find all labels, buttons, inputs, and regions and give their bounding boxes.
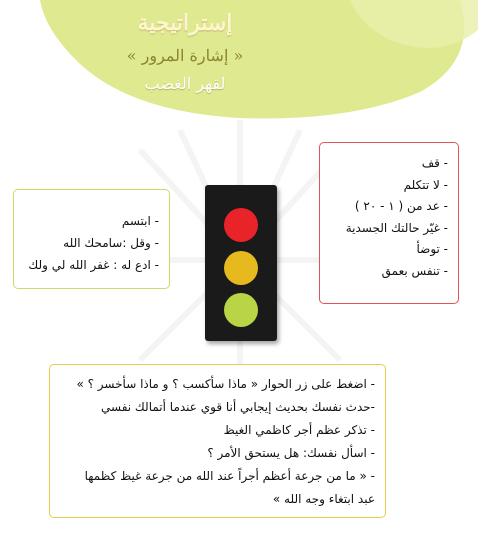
green-lamp-icon bbox=[224, 293, 258, 327]
list-item: -حدث نفسك بحديث إيجابي أنا قوي عندما أتمالك نفسي bbox=[101, 400, 375, 414]
list-item: - اسأل نفسك: هل يستحق الأمر ؟ bbox=[207, 446, 375, 460]
list-item: - قف bbox=[421, 156, 448, 170]
page-subtitle: « إشارة المرور » bbox=[126, 46, 244, 65]
page-tagline: لقهر الغضب bbox=[144, 74, 226, 93]
yellow-light-box bbox=[49, 364, 386, 518]
list-item: - اضغط على زر الحوار « ماذا سأكسب ؟ و ماذا سأخسر ؟ » bbox=[76, 377, 375, 391]
list-item: - تنفس بعمق bbox=[381, 263, 448, 278]
list-item: - تذكر عظم أجر كاظمي الغيظ bbox=[223, 423, 375, 437]
title-block bbox=[60, 8, 310, 96]
list-item: - ادع له : غفر الله لي ولك bbox=[28, 258, 159, 272]
green-light-box bbox=[13, 189, 170, 289]
list-item: - « ما من جرعة أعظم أجراً عند الله من جرعة غيظ كظمها bbox=[84, 469, 375, 483]
list-item: - وقل :سامحك الله bbox=[63, 236, 159, 250]
page-title: إستراتيجية bbox=[137, 10, 233, 36]
list-item: - ابتسم bbox=[121, 214, 159, 228]
list-item: - لا تتكلم bbox=[403, 177, 448, 192]
list-item: - عد من ( ١ - ٢٠ ) bbox=[354, 199, 448, 213]
list-item: - توضأ bbox=[416, 242, 448, 256]
list-item: عبد ابتغاء وجه الله » bbox=[272, 492, 375, 506]
red-light-box bbox=[319, 142, 459, 304]
red-lamp-icon bbox=[224, 208, 258, 242]
traffic-light-icon bbox=[205, 185, 277, 341]
yellow-lamp-icon bbox=[224, 251, 258, 285]
list-item: - غيّر حالتك الجسدية bbox=[345, 220, 448, 235]
